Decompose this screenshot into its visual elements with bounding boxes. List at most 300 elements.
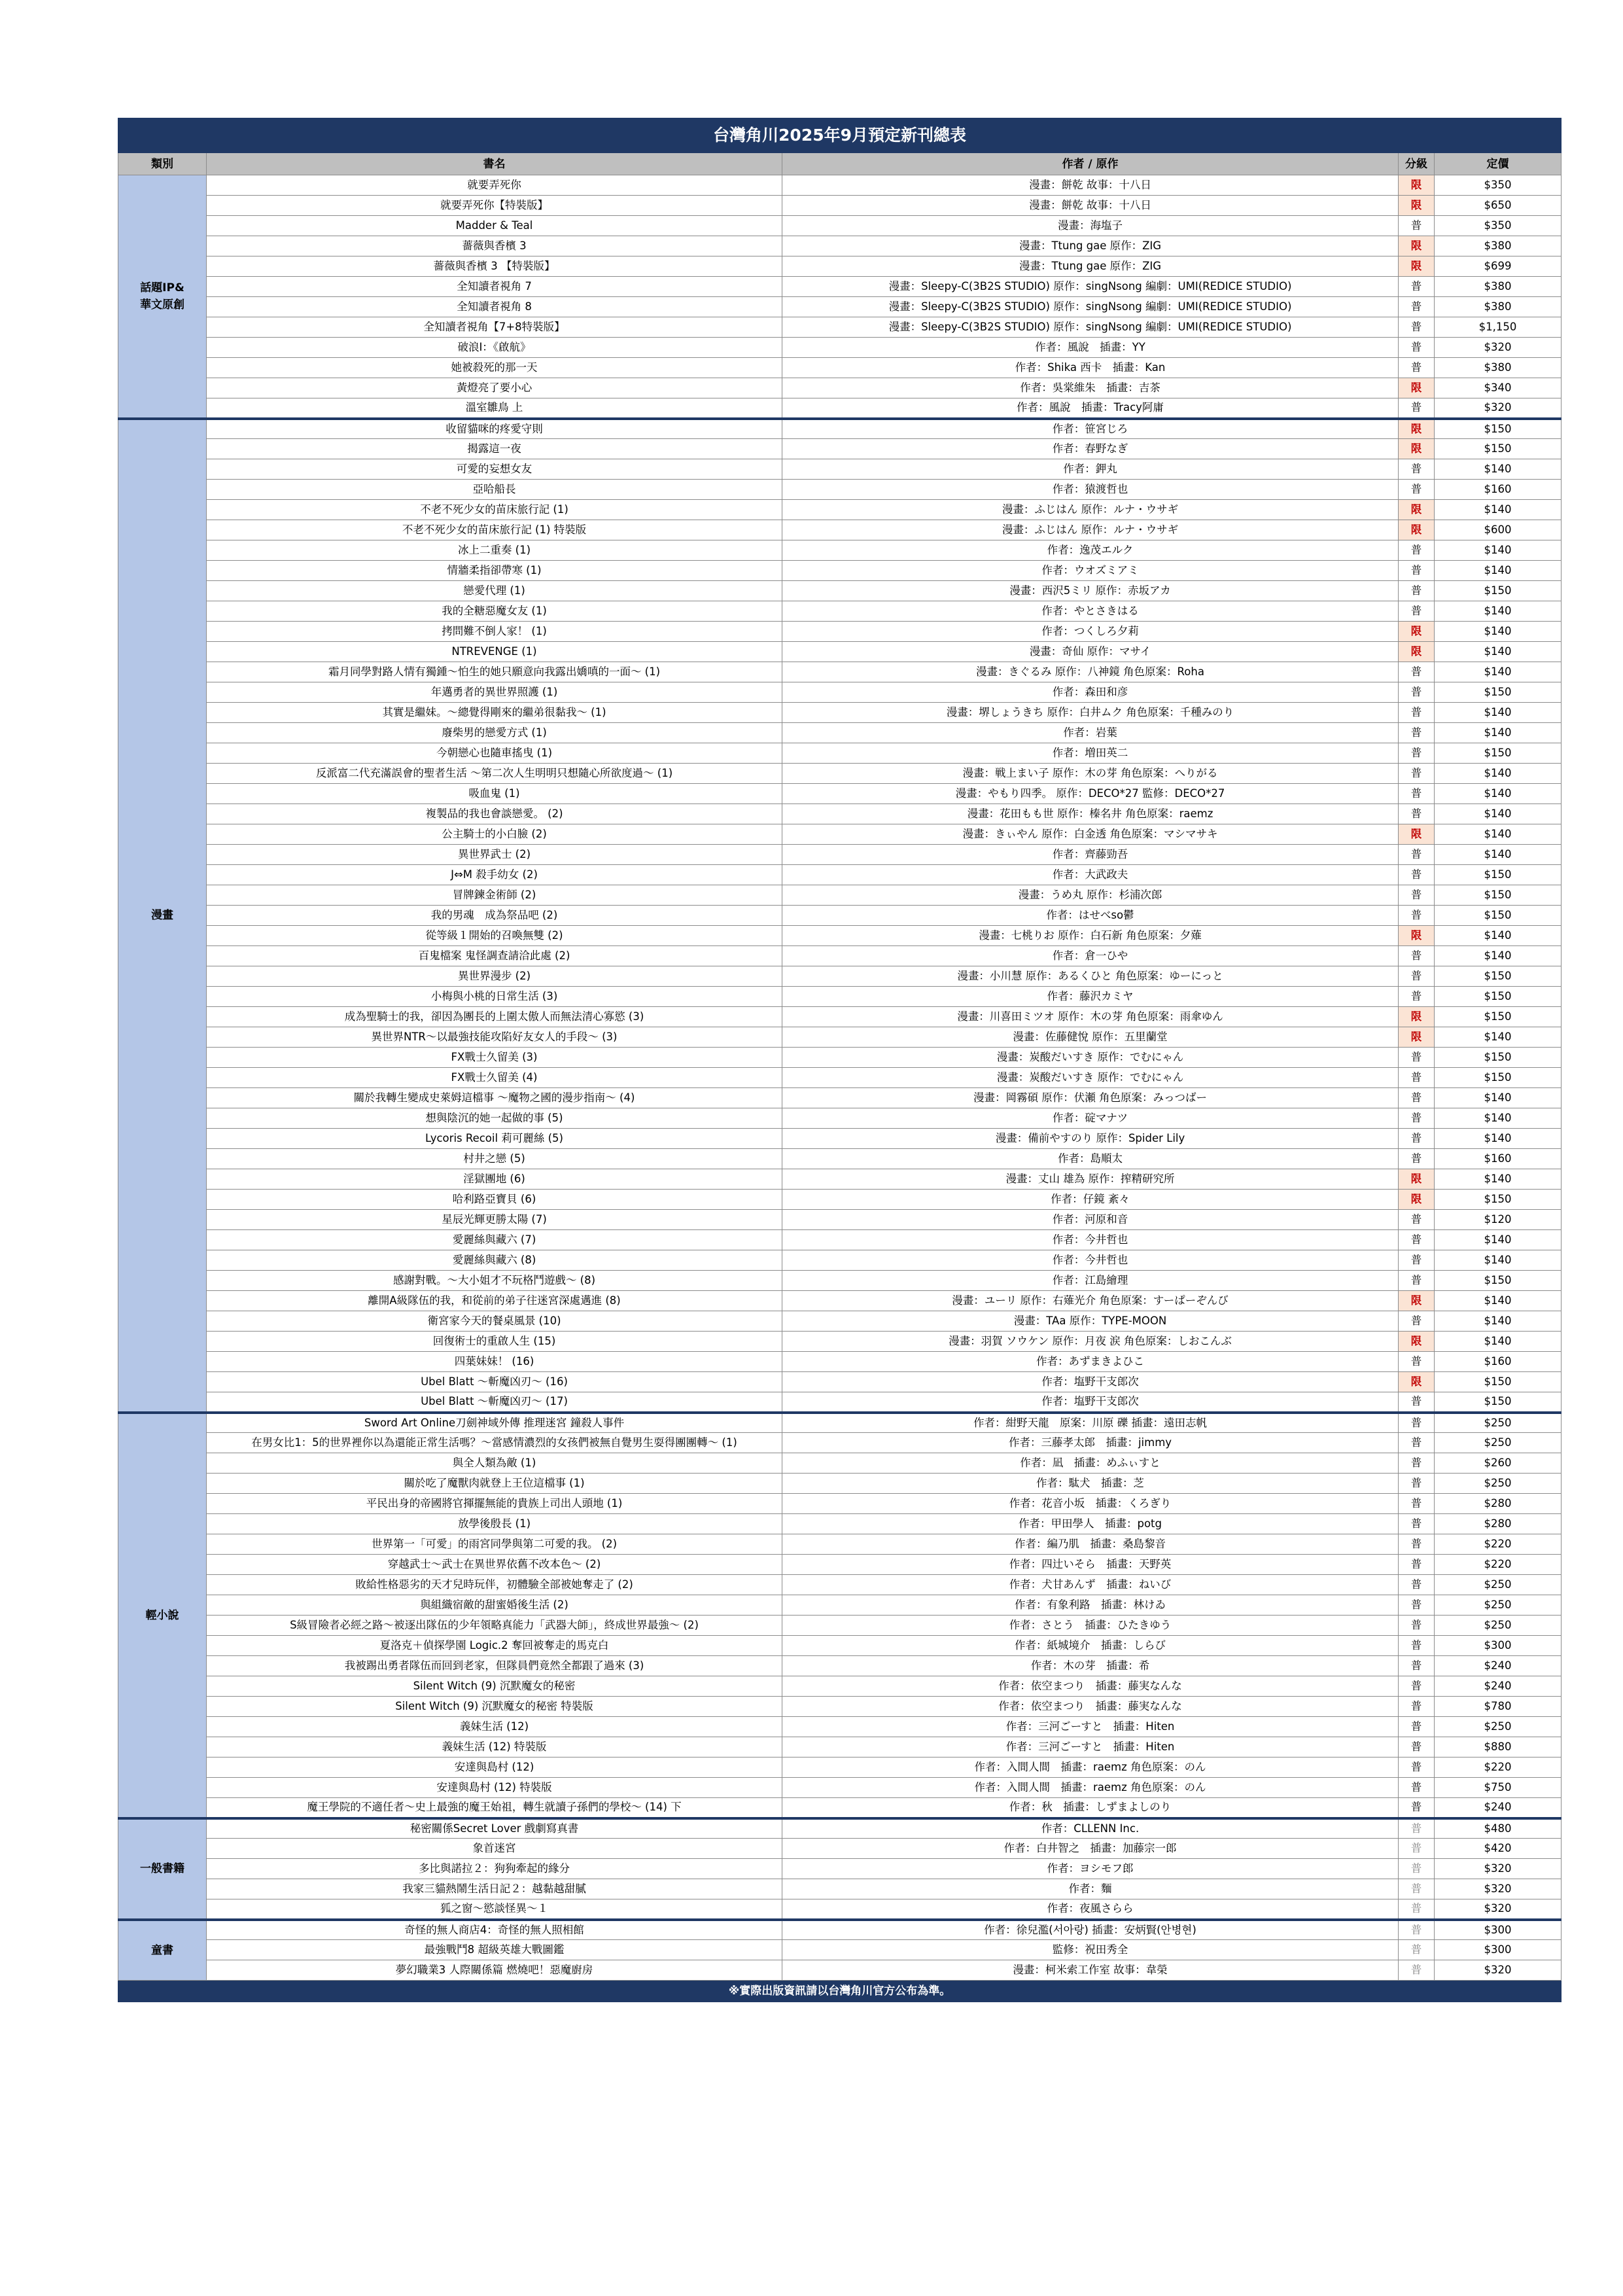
price-cell: $150 bbox=[1435, 1068, 1562, 1088]
author-cell: 作者：麵 bbox=[782, 1879, 1399, 1899]
author-cell: 作者：島順太 bbox=[782, 1149, 1399, 1169]
rating-cell: 普 bbox=[1399, 906, 1435, 926]
rating-cell: 普 bbox=[1399, 1798, 1435, 1818]
price-cell: $150 bbox=[1435, 1392, 1562, 1413]
book-title-cell: 我的全糖惡魔女友 (1) bbox=[207, 601, 782, 622]
author-cell: 作者：笹宮じろ bbox=[782, 419, 1399, 439]
rating-cell: 限 bbox=[1399, 824, 1435, 845]
author-cell: 漫畫：花田もも世 原作：榛名井 角色原案：raemz bbox=[782, 804, 1399, 824]
book-title-cell: 我的男魂 成為祭品吧 (2) bbox=[207, 906, 782, 926]
book-title-cell: 淫獄團地 (6) bbox=[207, 1169, 782, 1190]
author-cell: 作者：紺野天龍 原案：川原 礫 插畫：遠田志帆 bbox=[782, 1413, 1399, 1433]
price-cell: $150 bbox=[1435, 885, 1562, 906]
table-row bbox=[118, 1311, 1562, 1332]
book-title-cell: 不老不死少女的苗床旅行記 (1) 特裝版 bbox=[207, 520, 782, 540]
author-cell: 作者：ヨシモフ郎 bbox=[782, 1859, 1399, 1879]
book-title-cell: 村井之戀 (5) bbox=[207, 1149, 782, 1169]
book-title-cell: 可愛的妄想女友 bbox=[207, 459, 782, 480]
header-author: 作者 / 原作 bbox=[782, 153, 1399, 175]
author-cell: 作者：森田和彦 bbox=[782, 682, 1399, 703]
rating-cell: 普 bbox=[1399, 662, 1435, 682]
price-cell: $140 bbox=[1435, 784, 1562, 804]
book-title-cell: 安達與島村 (12) 特裝版 bbox=[207, 1778, 782, 1798]
rating-cell: 普 bbox=[1399, 1048, 1435, 1068]
author-cell: 漫畫：TAa 原作：TYPE-MOON bbox=[782, 1311, 1399, 1332]
author-cell: 漫畫：やもり四季。 原作：DECO*27 監修：DECO*27 bbox=[782, 784, 1399, 804]
author-cell: 作者：塩野干支郎次 bbox=[782, 1372, 1399, 1392]
table-row bbox=[118, 216, 1562, 236]
rating-cell: 普 bbox=[1399, 1778, 1435, 1798]
table-row bbox=[118, 1291, 1562, 1311]
rating-cell: 普 bbox=[1399, 540, 1435, 561]
author-cell: 作者：つくしろ夕莉 bbox=[782, 622, 1399, 642]
author-cell: 漫畫：奇仙 原作：マサイ bbox=[782, 642, 1399, 662]
table-row bbox=[118, 1352, 1562, 1372]
author-cell: 作者：Shika 西卡 插畫：Kan bbox=[782, 358, 1399, 378]
rating-cell: 普 bbox=[1399, 1534, 1435, 1555]
price-cell: $140 bbox=[1435, 723, 1562, 743]
book-title-cell: 四葉妹妹！ (16) bbox=[207, 1352, 782, 1372]
table-row bbox=[118, 1595, 1562, 1616]
rating-cell: 限 bbox=[1399, 622, 1435, 642]
rating-cell: 普 bbox=[1399, 1453, 1435, 1474]
book-title-cell: 魔王學院的不適任者～史上最強的魔王始祖，轉生就讀子孫們的學校～ (14) 下 bbox=[207, 1798, 782, 1818]
author-cell: 作者：白井智之 插畫：加藤宗一郎 bbox=[782, 1839, 1399, 1859]
table-row bbox=[118, 1088, 1562, 1108]
rating-cell: 普 bbox=[1399, 1899, 1435, 1920]
price-cell: $150 bbox=[1435, 1271, 1562, 1291]
table-row bbox=[118, 601, 1562, 622]
rating-cell: 普 bbox=[1399, 1250, 1435, 1271]
author-cell: 作者：碇マナツ bbox=[782, 1108, 1399, 1129]
price-cell: $140 bbox=[1435, 703, 1562, 723]
book-title-cell: 夏洛克＋偵探學園 Logic.2 奪回被奪走的馬克白 bbox=[207, 1636, 782, 1656]
rating-cell: 普 bbox=[1399, 804, 1435, 824]
table-row bbox=[118, 561, 1562, 581]
rating-cell: 普 bbox=[1399, 1636, 1435, 1656]
rating-cell: 普 bbox=[1399, 1737, 1435, 1757]
table-row bbox=[118, 1859, 1562, 1879]
price-cell: $340 bbox=[1435, 378, 1562, 398]
author-cell: 漫畫：Sleepy-C(3B2S STUDIO) 原作：singNsong 編劇：UMI(REDICE STUDIO) bbox=[782, 297, 1399, 317]
book-title-cell: 義妹生活 (12) bbox=[207, 1717, 782, 1737]
table-row bbox=[118, 906, 1562, 926]
book-title-cell: 情牆柔指卻帶寒 (1) bbox=[207, 561, 782, 581]
price-cell: $140 bbox=[1435, 500, 1562, 520]
table-row bbox=[118, 358, 1562, 378]
author-cell: 漫畫：柯米索工作室 故事：韋榮 bbox=[782, 1960, 1399, 1981]
price-cell: $250 bbox=[1435, 1717, 1562, 1737]
rating-cell: 普 bbox=[1399, 865, 1435, 885]
price-cell: $150 bbox=[1435, 1007, 1562, 1027]
book-title-cell: 衛宮家今天的餐桌風景 (10) bbox=[207, 1311, 782, 1332]
rating-cell: 限 bbox=[1399, 1291, 1435, 1311]
table-row bbox=[118, 297, 1562, 317]
table-row bbox=[118, 1230, 1562, 1250]
book-title-cell: 星辰光輝更勝太陽 (7) bbox=[207, 1210, 782, 1230]
table-row bbox=[118, 723, 1562, 743]
price-cell: $320 bbox=[1435, 1859, 1562, 1879]
price-cell: $250 bbox=[1435, 1413, 1562, 1433]
rating-cell: 普 bbox=[1399, 885, 1435, 906]
book-title-cell: 溫室雛鳥 上 bbox=[207, 398, 782, 419]
table-row bbox=[118, 256, 1562, 277]
author-cell: 漫畫：川喜田ミツオ 原作：木の芽 角色原案：雨傘ゆん bbox=[782, 1007, 1399, 1027]
price-cell: $140 bbox=[1435, 622, 1562, 642]
table-row bbox=[118, 1027, 1562, 1048]
price-cell: $250 bbox=[1435, 1595, 1562, 1616]
table-row bbox=[118, 520, 1562, 540]
book-title-cell: FX戰士久留美 (3) bbox=[207, 1048, 782, 1068]
rating-cell: 普 bbox=[1399, 561, 1435, 581]
table-row bbox=[118, 845, 1562, 865]
table-row bbox=[118, 804, 1562, 824]
book-title-cell: 世界第一「可愛」的雨宮同學與第二可愛的我。 (2) bbox=[207, 1534, 782, 1555]
author-cell: 漫畫：岡霧碩 原作：伏瀬 角色原案：みっつばー bbox=[782, 1088, 1399, 1108]
book-title-cell: 關於吃了魔獸肉就登上王位這檔事 (1) bbox=[207, 1474, 782, 1494]
rating-cell: 限 bbox=[1399, 1372, 1435, 1392]
price-cell: $320 bbox=[1435, 398, 1562, 419]
author-cell: 漫畫：丈山 雄為 原作：搾精研究所 bbox=[782, 1169, 1399, 1190]
rating-cell: 普 bbox=[1399, 1271, 1435, 1291]
price-cell: $160 bbox=[1435, 480, 1562, 500]
rating-cell: 普 bbox=[1399, 1879, 1435, 1899]
price-cell: $240 bbox=[1435, 1656, 1562, 1676]
author-cell: 作者：駄犬 插畫：芝 bbox=[782, 1474, 1399, 1494]
author-cell: 作者：吳棠維朱 插畫：吉茶 bbox=[782, 378, 1399, 398]
price-cell: $150 bbox=[1435, 1190, 1562, 1210]
book-title-cell: 薔薇與香檳 3 【特裝版】 bbox=[207, 256, 782, 277]
author-cell: 作者：鉀丸 bbox=[782, 459, 1399, 480]
rating-cell: 普 bbox=[1399, 1697, 1435, 1717]
rating-cell: 普 bbox=[1399, 1088, 1435, 1108]
book-title-cell: 敗給性格惡劣的天才兒時玩伴，初體驗全部被她奪走了 (2) bbox=[207, 1575, 782, 1595]
book-title-cell: 關於我轉生變成史萊姆這檔事 ～魔物之國的漫步指南～ (4) bbox=[207, 1088, 782, 1108]
book-title-cell: 成為聖騎士的我，卻因為團長的上圍太傲人而無法清心寡慾 (3) bbox=[207, 1007, 782, 1027]
price-cell: $250 bbox=[1435, 1575, 1562, 1595]
rating-cell: 普 bbox=[1399, 764, 1435, 784]
table-row bbox=[118, 1392, 1562, 1413]
book-title-cell: 小梅與小桃的日常生活 (3) bbox=[207, 987, 782, 1007]
table-row bbox=[118, 1575, 1562, 1595]
rating-cell: 限 bbox=[1399, 1007, 1435, 1027]
rating-cell: 限 bbox=[1399, 1169, 1435, 1190]
author-cell: 作者：犬甘あんず 插畫：ねいび bbox=[782, 1575, 1399, 1595]
rating-cell: 普 bbox=[1399, 1494, 1435, 1514]
book-title-cell: 黃燈亮了要小心 bbox=[207, 378, 782, 398]
price-cell: $150 bbox=[1435, 865, 1562, 885]
book-title-cell: 收留貓咪的疼愛守則 bbox=[207, 419, 782, 439]
book-title-cell: 回復術士的重啟人生 (15) bbox=[207, 1332, 782, 1352]
table-row bbox=[118, 1839, 1562, 1859]
author-cell: 作者：甲田學人 插畫：potg bbox=[782, 1514, 1399, 1534]
rating-cell: 普 bbox=[1399, 1108, 1435, 1129]
price-cell: $150 bbox=[1435, 682, 1562, 703]
rating-cell: 限 bbox=[1399, 1190, 1435, 1210]
rating-cell: 普 bbox=[1399, 277, 1435, 297]
table-row bbox=[118, 865, 1562, 885]
table-row bbox=[118, 1960, 1562, 1981]
price-cell: $880 bbox=[1435, 1737, 1562, 1757]
table-row bbox=[118, 581, 1562, 601]
book-title-cell: 薔薇與香檳 3 bbox=[207, 236, 782, 256]
price-cell: $750 bbox=[1435, 1778, 1562, 1798]
table-row bbox=[118, 1656, 1562, 1676]
table-row bbox=[118, 1616, 1562, 1636]
book-title-cell: 年邁勇者的異世界照護 (1) bbox=[207, 682, 782, 703]
price-cell: $140 bbox=[1435, 1332, 1562, 1352]
price-cell: $250 bbox=[1435, 1433, 1562, 1453]
price-cell: $140 bbox=[1435, 601, 1562, 622]
rating-cell: 普 bbox=[1399, 1757, 1435, 1778]
author-cell: 漫畫：餅乾 故事：十八日 bbox=[782, 175, 1399, 196]
table-title: 台灣角川2025年9月預定新刊總表 bbox=[118, 118, 1562, 153]
author-cell: 漫畫：Sleepy-C(3B2S STUDIO) 原作：singNsong 編劇：UMI(REDICE STUDIO) bbox=[782, 277, 1399, 297]
price-cell: $140 bbox=[1435, 1169, 1562, 1190]
price-cell: $150 bbox=[1435, 1048, 1562, 1068]
author-cell: 作者：依空まつり 插畫：藤実なんな bbox=[782, 1676, 1399, 1697]
rating-cell: 普 bbox=[1399, 1839, 1435, 1859]
book-title-cell: 我被踢出勇者隊伍而回到老家，但隊員們竟然全都跟了過來 (3) bbox=[207, 1656, 782, 1676]
table-row bbox=[118, 317, 1562, 338]
table-row bbox=[118, 703, 1562, 723]
table-row bbox=[118, 277, 1562, 297]
book-title-cell: Lycoris Recoil 莉可麗絲 (5) bbox=[207, 1129, 782, 1149]
rating-cell: 普 bbox=[1399, 845, 1435, 865]
book-title-cell: 亞哈船長 bbox=[207, 480, 782, 500]
author-cell: 漫畫：ユーリ 原作：右薙光介 角色原案：すーぱーぞんび bbox=[782, 1291, 1399, 1311]
price-cell: $140 bbox=[1435, 561, 1562, 581]
author-cell: 漫畫：炭酸だいすき 原作：でむにゃん bbox=[782, 1068, 1399, 1088]
price-cell: $350 bbox=[1435, 216, 1562, 236]
price-cell: $380 bbox=[1435, 236, 1562, 256]
author-cell: 漫畫：戦上まい子 原作：木の芽 角色原案：へりがる bbox=[782, 764, 1399, 784]
price-cell: $140 bbox=[1435, 926, 1562, 946]
price-cell: $140 bbox=[1435, 804, 1562, 824]
price-cell: $320 bbox=[1435, 1960, 1562, 1981]
author-cell: 作者：逸茂エルク bbox=[782, 540, 1399, 561]
price-cell: $140 bbox=[1435, 1230, 1562, 1250]
author-cell: 作者：大武政夫 bbox=[782, 865, 1399, 885]
book-title-cell: 在男女比1：5的世界裡你以為還能正常生活嗎？～當感情濃烈的女孩們被無自覺男生耍得團團轉～ (1) bbox=[207, 1433, 782, 1453]
rating-cell: 普 bbox=[1399, 1392, 1435, 1413]
book-title-cell: 破浪Ⅰ：《啟航》 bbox=[207, 338, 782, 358]
author-cell: 作者：倉一ひや bbox=[782, 946, 1399, 966]
rating-cell: 普 bbox=[1399, 946, 1435, 966]
new-release-table bbox=[118, 118, 1562, 2002]
book-title-cell: 愛麗絲與藏六 (7) bbox=[207, 1230, 782, 1250]
price-cell: $380 bbox=[1435, 277, 1562, 297]
rating-cell: 普 bbox=[1399, 1352, 1435, 1372]
book-title-cell: 象首迷宮 bbox=[207, 1839, 782, 1859]
table-row bbox=[118, 642, 1562, 662]
author-cell: 漫畫：小川慧 原作：あるくひと 角色原案：ゆーにっと bbox=[782, 966, 1399, 987]
table-row bbox=[118, 439, 1562, 459]
table-row bbox=[118, 1798, 1562, 1818]
book-title-cell: 想與陰沉的她一起做的事 (5) bbox=[207, 1108, 782, 1129]
price-cell: $220 bbox=[1435, 1757, 1562, 1778]
book-title-cell: 多比與諾拉２：狗狗牽起的緣分 bbox=[207, 1859, 782, 1879]
table-row bbox=[118, 1940, 1562, 1960]
price-cell: $150 bbox=[1435, 1372, 1562, 1392]
table-row bbox=[118, 1555, 1562, 1575]
book-title-cell: 夢幻職業3 人際關係篇 燃燒吧！惡魔廚房 bbox=[207, 1960, 782, 1981]
table-row bbox=[118, 1108, 1562, 1129]
author-cell: 作者：はせべso鬱 bbox=[782, 906, 1399, 926]
book-title-cell: S級冒險者必經之路～被逐出隊伍的少年領略真能力「武器大師」，終成世界最強～ (2) bbox=[207, 1616, 782, 1636]
rating-cell: 限 bbox=[1399, 1332, 1435, 1352]
price-cell: $780 bbox=[1435, 1697, 1562, 1717]
book-title-cell: 霜月同學對路人情有獨鍾～怕生的她只願意向我露出嬌嗔的一面～ (1) bbox=[207, 662, 782, 682]
book-title-cell: Ubel Blatt ～斬魔凶刃～ (16) bbox=[207, 1372, 782, 1392]
table-row bbox=[118, 1413, 1562, 1433]
price-cell: $150 bbox=[1435, 906, 1562, 926]
header-name: 書名 bbox=[207, 153, 782, 175]
rating-cell: 普 bbox=[1399, 317, 1435, 338]
table-row bbox=[118, 500, 1562, 520]
author-cell: 漫畫：餅乾 故事：十八日 bbox=[782, 196, 1399, 216]
category-cell: 漫畫 bbox=[118, 419, 207, 1413]
rating-cell: 普 bbox=[1399, 1940, 1435, 1960]
rating-cell: 普 bbox=[1399, 1514, 1435, 1534]
price-cell: $380 bbox=[1435, 297, 1562, 317]
price-cell: $140 bbox=[1435, 1250, 1562, 1271]
book-title-cell: 愛麗絲與藏六 (8) bbox=[207, 1250, 782, 1271]
book-title-cell: J⇔M 殺手幼女 (2) bbox=[207, 865, 782, 885]
table-row bbox=[118, 1068, 1562, 1088]
rating-cell: 限 bbox=[1399, 378, 1435, 398]
category-cell: 輕小說 bbox=[118, 1413, 207, 1818]
author-cell: 漫畫：佐藤健悅 原作：五里蘭堂 bbox=[782, 1027, 1399, 1048]
table-row bbox=[118, 236, 1562, 256]
rating-cell: 普 bbox=[1399, 743, 1435, 764]
table-row bbox=[118, 1271, 1562, 1291]
author-cell: 作者：徐兒濫(서아랑) 插畫：安炳賢(안병현) bbox=[782, 1920, 1399, 1940]
table-row bbox=[118, 1190, 1562, 1210]
table-row bbox=[118, 622, 1562, 642]
table-row bbox=[118, 1920, 1562, 1940]
price-cell: $140 bbox=[1435, 946, 1562, 966]
rating-cell: 普 bbox=[1399, 338, 1435, 358]
table-row bbox=[118, 764, 1562, 784]
book-title-cell: 反派富二代充滿誤會的聖者生活 ～第二次人生明明只想隨心所欲度過～ (1) bbox=[207, 764, 782, 784]
book-title-cell: 公主騎士的小白臉 (2) bbox=[207, 824, 782, 845]
price-cell: $150 bbox=[1435, 966, 1562, 987]
rating-cell: 普 bbox=[1399, 1920, 1435, 1940]
book-title-cell: 冒牌鍊金術師 (2) bbox=[207, 885, 782, 906]
table-row bbox=[118, 1514, 1562, 1534]
author-cell: 作者：齊藤勁吾 bbox=[782, 845, 1399, 865]
table-row bbox=[118, 175, 1562, 196]
table-row bbox=[118, 1332, 1562, 1352]
book-title-cell: 就要弄死你 bbox=[207, 175, 782, 196]
book-title-cell: 平民出身的帝國將官揮擺無能的貴族上司出人頭地 (1) bbox=[207, 1494, 782, 1514]
price-cell: $600 bbox=[1435, 520, 1562, 540]
rating-cell: 普 bbox=[1399, 1555, 1435, 1575]
price-cell: $140 bbox=[1435, 1108, 1562, 1129]
author-cell: 監修：祝田秀全 bbox=[782, 1940, 1399, 1960]
price-cell: $140 bbox=[1435, 642, 1562, 662]
table-row bbox=[118, 1717, 1562, 1737]
rating-cell: 限 bbox=[1399, 196, 1435, 216]
table-row bbox=[118, 419, 1562, 439]
table-row bbox=[118, 1169, 1562, 1190]
book-title-cell: 穿越武士～武士在異世界依舊不改本色～ (2) bbox=[207, 1555, 782, 1575]
category-cell: 童書 bbox=[118, 1920, 207, 1981]
table-row bbox=[118, 1737, 1562, 1757]
book-title-cell: 秘密關係Secret Lover 戲劇寫真書 bbox=[207, 1818, 782, 1839]
rating-cell: 普 bbox=[1399, 601, 1435, 622]
price-cell: $150 bbox=[1435, 987, 1562, 1007]
rating-cell: 普 bbox=[1399, 682, 1435, 703]
table-row bbox=[118, 1474, 1562, 1494]
author-cell: 漫畫：備前やすのり 原作：Spider Lily bbox=[782, 1129, 1399, 1149]
rating-cell: 普 bbox=[1399, 216, 1435, 236]
table-row bbox=[118, 1778, 1562, 1798]
price-cell: $160 bbox=[1435, 1352, 1562, 1372]
rating-cell: 普 bbox=[1399, 987, 1435, 1007]
book-title-cell: 揭露這一夜 bbox=[207, 439, 782, 459]
rating-cell: 普 bbox=[1399, 966, 1435, 987]
book-title-cell: 全知讀者視角【7+8特裝版】 bbox=[207, 317, 782, 338]
book-title-cell: Ubel Blatt ～斬魔凶刃～ (17) bbox=[207, 1392, 782, 1413]
rating-cell: 限 bbox=[1399, 236, 1435, 256]
price-cell: $140 bbox=[1435, 662, 1562, 682]
book-title-cell: 吸血鬼 (1) bbox=[207, 784, 782, 804]
table-row bbox=[118, 1899, 1562, 1920]
price-cell: $140 bbox=[1435, 1027, 1562, 1048]
author-cell: 作者：今井哲也 bbox=[782, 1230, 1399, 1250]
rating-cell: 限 bbox=[1399, 500, 1435, 520]
table-row bbox=[118, 1250, 1562, 1271]
category-cell: 一般書籍 bbox=[118, 1818, 207, 1920]
author-cell: 作者：秋 插畫：しずまよしのり bbox=[782, 1798, 1399, 1818]
table-row bbox=[118, 1534, 1562, 1555]
author-cell: 漫畫：羽賀 ソウケン 原作：月夜 涙 角色原案：しおこんぶ bbox=[782, 1332, 1399, 1352]
book-title-cell: 全知讀者視角 8 bbox=[207, 297, 782, 317]
price-cell: $260 bbox=[1435, 1453, 1562, 1474]
price-cell: $250 bbox=[1435, 1474, 1562, 1494]
table-row bbox=[118, 1453, 1562, 1474]
author-cell: 漫畫：きぐるみ 原作：八神鏡 角色原案：Roha bbox=[782, 662, 1399, 682]
rating-cell: 普 bbox=[1399, 1859, 1435, 1879]
book-title-cell: 複製品的我也會談戀愛。 (2) bbox=[207, 804, 782, 824]
rating-cell: 普 bbox=[1399, 1433, 1435, 1453]
table-row bbox=[118, 1129, 1562, 1149]
table-row bbox=[118, 1210, 1562, 1230]
rating-cell: 普 bbox=[1399, 1230, 1435, 1250]
book-title-cell: 最強戰鬥8 超級英雄大戰圖鑑 bbox=[207, 1940, 782, 1960]
rating-cell: 普 bbox=[1399, 784, 1435, 804]
price-cell: $250 bbox=[1435, 1616, 1562, 1636]
rating-cell: 普 bbox=[1399, 1068, 1435, 1088]
book-title-cell: Sword Art Online刀劍神域外傳 推理迷宮 鐘殺人事件 bbox=[207, 1413, 782, 1433]
author-cell: 作者：有象利路 插畫：林けゐ bbox=[782, 1595, 1399, 1616]
book-title-cell: 不老不死少女的苗床旅行記 (1) bbox=[207, 500, 782, 520]
table-row bbox=[118, 926, 1562, 946]
table-row bbox=[118, 946, 1562, 966]
author-cell: 作者：岩葉 bbox=[782, 723, 1399, 743]
header-rating: 分級 bbox=[1399, 153, 1435, 175]
table-row bbox=[118, 682, 1562, 703]
book-title-cell: 感謝對戰。～大小姐才不玩格鬥遊戲～ (8) bbox=[207, 1271, 782, 1291]
price-cell: $300 bbox=[1435, 1920, 1562, 1940]
price-cell: $140 bbox=[1435, 1311, 1562, 1332]
author-cell: 作者：猿渡哲也 bbox=[782, 480, 1399, 500]
rating-cell: 普 bbox=[1399, 1311, 1435, 1332]
footer-note: ※實際出版資訊請以台灣角川官方公布為準。 bbox=[118, 1981, 1562, 2002]
price-cell: $120 bbox=[1435, 1210, 1562, 1230]
